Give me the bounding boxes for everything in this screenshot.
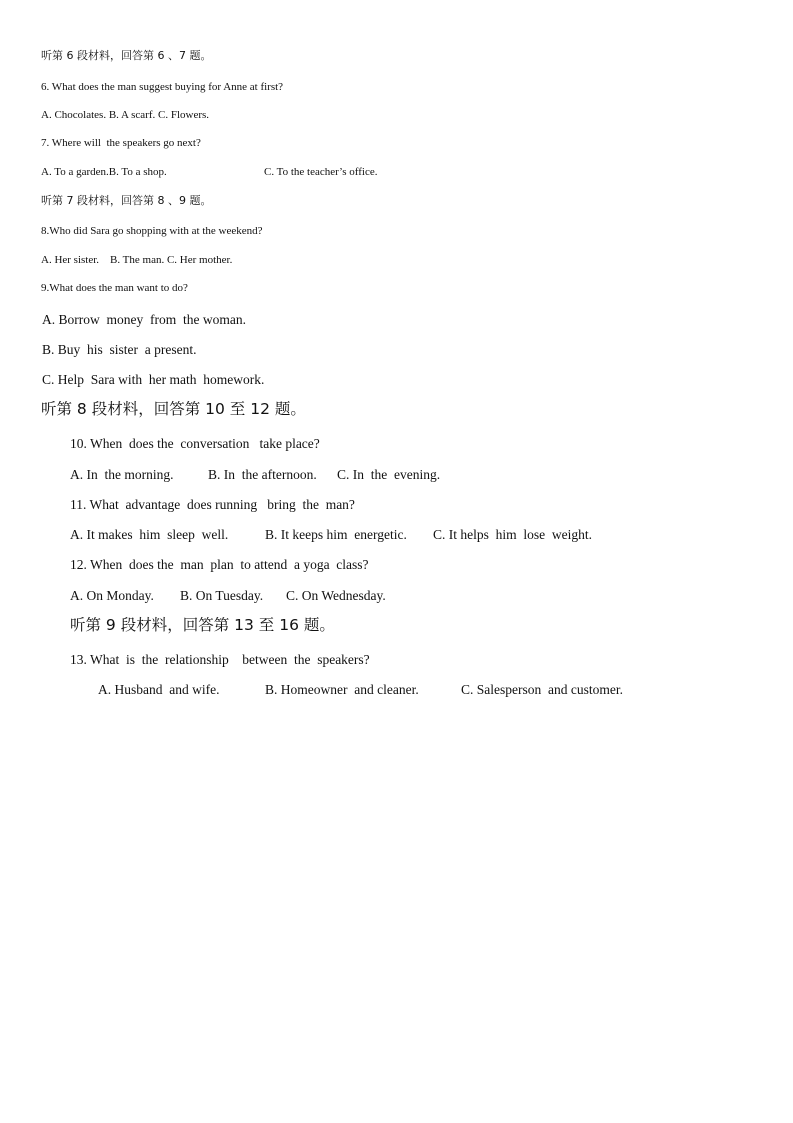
question-10-option-a: A. In the morning. <box>70 467 174 482</box>
question-11-option-b: B. It keeps him energetic. <box>265 527 407 542</box>
question-13: 13. What is the relationship between the speakers? <box>70 652 370 667</box>
section-9-heading: 听第 9 段材料，回答第 13 至 16 题。 <box>70 616 335 634</box>
question-12-option-c: C. On Wednesday. <box>286 588 386 603</box>
question-13-option-b: B. Homeowner and cleaner. <box>265 682 419 697</box>
question-10-option-b: B. In the afternoon. <box>208 467 317 482</box>
question-12-option-b: B. On Tuesday. <box>180 588 264 603</box>
question-7-options-ab: A. To a garden.B. To a shop. <box>41 166 167 178</box>
question-11: 11. What advantage does running bring the man? <box>70 497 355 512</box>
question-9-option-b: B. Buy his sister a present. <box>42 342 197 357</box>
question-11-option-c: C. It helps him lose weight. <box>433 527 592 542</box>
question-6-options: A. Chocolates. B. A scarf. C. Flowers. <box>41 109 210 121</box>
question-7: 7. Where will the speakers go next? <box>41 137 201 149</box>
question-13-option-c: C. Salesperson and customer. <box>461 682 623 697</box>
question-9-option-c: C. Help Sara with her math homework. <box>42 372 265 387</box>
question-9: 9.What does the man want to do? <box>41 282 188 294</box>
question-10-option-c: C. In the evening. <box>337 467 441 482</box>
question-8-options: A. Her sister. B. The man. C. Her mother. <box>41 254 233 266</box>
question-11-option-a: A. It makes him sleep well. <box>70 527 229 542</box>
question-12: 12. When does the man plan to attend a yoga class? <box>70 557 369 572</box>
question-13-option-a: A. Husband and wife. <box>98 682 220 697</box>
section-8-heading: 听第 8 段材料，回答第 10 至 12 题。 <box>41 400 306 418</box>
section-7-heading: 听第 7 段材料，回答第 8 、9 题。 <box>41 194 212 207</box>
question-6: 6. What does the man suggest buying for Anne at first? <box>41 81 284 93</box>
question-12-option-a: A. On Monday. <box>70 588 154 603</box>
question-9-option-a: A. Borrow money from the woman. <box>42 312 246 327</box>
section-6-heading: 听第 6 段材料，回答第 6 、7 题。 <box>41 49 212 62</box>
question-8: 8.Who did Sara go shopping with at the weekend? <box>41 225 263 237</box>
question-7-option-c: C. To the teacher’s office. <box>264 166 378 178</box>
question-10: 10. When does the conversation take place? <box>70 436 320 451</box>
